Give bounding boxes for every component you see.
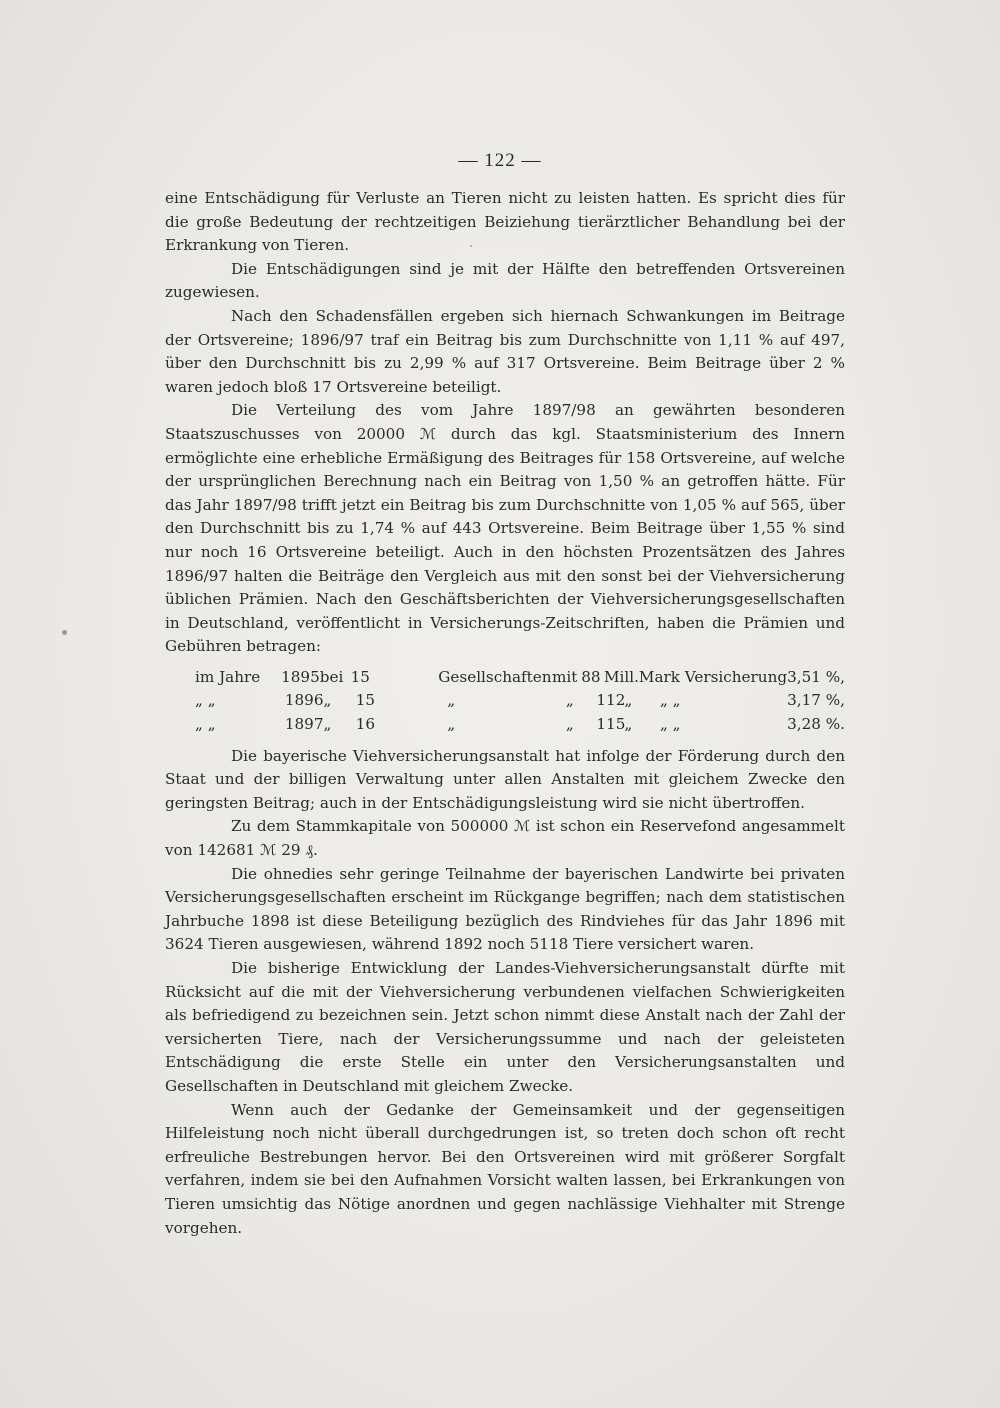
stat-year: 1897	[284, 715, 324, 734]
statistics-row	[165, 666, 845, 690]
stat-cell: „	[565, 691, 574, 710]
stat-percent: 3,51 %,	[787, 667, 846, 686]
stat-amount: 88	[581, 667, 601, 686]
stat-cell: „ „	[659, 691, 681, 710]
stat-amount: 115	[596, 715, 626, 734]
stat-year: 1895	[281, 667, 320, 686]
stat-cell: „	[565, 715, 574, 734]
stat-count: 15	[350, 667, 370, 686]
statistics-row	[165, 689, 845, 713]
paragraph: Nach den Schadensfällen ergeben sich hiernach Schwankungen im Beitrage der Ortsvereine; 1896/97 traf ein Beitrag bis zum Durchschnitte von 1,11 % auf 497, über den Durchschnitt bis zu 2,99 % auf 317 Ortsvereine. Beim Beitrage über 2 % waren jedoch bloß 17 Ortsvereine beteiligt.	[165, 306, 845, 396]
paragraph: Die Entschädigungen sind je mit der Hälfte den betreffenden Ortsvereinen zugewiesen.	[165, 259, 845, 302]
stat-cell: „	[323, 691, 332, 710]
paragraph: eine Entschädigung für Verluste an Tieren nicht zu leisten hatten. Es spricht dies für die große Bedeutung der rechtzeitigen Beiziehung tierärztlicher Behandlung bei der Erkrankung von Tieren.	[165, 189, 845, 255]
stat-cell: „ „	[195, 691, 216, 710]
paragraph: Die Verteilung des vom Jahre 1897/98 an gewährten besonderen Staatszuschusses von 20000 ℳ durch das kgl. Staatsministerium des Innern ermöglichte eine erhebliche Ermäßigung des Beitrages für 158 Ortsvereine, auf welche der ursprünglichen Berechnung nach ein Beitrag von 1,50 % an getroffen hätte. Für das Jahr 1897/98 trifft jetzt ein Beitrag bis zum Durchschnitte von 1,05 % auf 565, über den Durchschnitt bis zu 1,74 % auf 443 Ortsvereine. Beim Beitrage über 1,55 % sind nur noch 16 Ortsvereine beteiligt. Auch in den höchsten Prozentsätzen des Jahres 1896/97 halten die Beiträge den Vergleich aus mit den sonst bei der Viehversicherung üblichen Prämien. Nach den Geschäftsberichten der Viehversicherungsgesellschaften in Deutschland, veröffentlicht in Versicherungs-Zeitschriften, haben die Prämien und Gebühren betragen:	[165, 401, 845, 656]
paragraph: Die bisherige Entwicklung der Landes-Viehversicherungsanstalt dürfte mit Rücksicht auf die mit der Viehversicherung verbundenen vielfachen Schwierigkeiten als befriedigend zu bezeichnen sein. Jetzt schon nimmt diese Anstalt nach der Zahl der versicherten Tiere, nach der Versicherungssumme und nach der geleisteten Entschädigung die erste Stelle ein unter den Versicherungsanstalten und Gesellschaften in Deutschland mit gleichem Zwecke.	[165, 959, 845, 1095]
paragraph: Zu dem Stammkapitale von 500000 ℳ ist schon ein Reservefond angesammelt von 142681 ℳ 29 ₰.	[165, 817, 845, 860]
stat-cell: „	[447, 691, 456, 710]
page-number: — 122 —	[458, 150, 542, 171]
stat-year: 1896	[284, 691, 324, 710]
stat-cell: bei	[319, 667, 344, 686]
stat-cell: „	[624, 715, 633, 734]
paragraph: Die ohnedies sehr geringe Teilnahme der bayerischen Landwirte bei privaten Versicherungsgesellschaften erscheint im Rückgange begriffen; nach dem statistischen Jahrbuche 1898 ist diese Beteiligung bezüglich des Rindviehes für das Jahr 1896 mit 3624 Tieren ausgewiesen, während 1892 noch 5118 Tiere versichert waren.	[165, 864, 845, 954]
stat-cell: „	[447, 715, 456, 734]
paragraph: Die bayerische Viehversicherungsanstalt hat infolge der Förderung durch den Staat und der billigen Verwaltung unter allen Anstalten mit gleichem Zwecke den geringsten Beitrag; auch in der Entschädigungsleistung wird sie nicht übertroffen.	[165, 746, 845, 812]
stat-cell: „ „	[195, 715, 216, 734]
premium-statistics-table	[165, 666, 845, 737]
stat-cell: im Jahre	[195, 667, 261, 686]
stat-cell: mit	[551, 667, 578, 686]
stat-percent: 3,28 %.	[787, 715, 845, 734]
stat-cell: „	[323, 715, 332, 734]
stat-percent: 3,17 %,	[787, 691, 845, 710]
stat-cell: Gesellschaften	[438, 667, 552, 686]
paragraph: Wenn auch der Gedanke der Gemeinsamkeit und der gegenseitigen Hilfeleistung noch nicht überall durchgedrungen ist, so treten doch schon oft recht erfreuliche Bestrebungen hervor. Bei den Ortsvereinen wird mit größerer Sorgfalt verfahren, indem sie bei den Aufnahmen Vorsicht walten lassen, bei Erkrankungen von Tieren umsichtig das Nötige anordnen und gegen nachlässige Viehhalter mit Strenge vorgehen.	[165, 1100, 845, 1237]
margin-dot	[62, 630, 67, 635]
statistics-row	[165, 713, 845, 737]
stat-cell: „ „	[659, 715, 681, 734]
body-text	[165, 187, 845, 1240]
stat-count: 16	[355, 715, 376, 734]
stat-cell: „	[624, 691, 633, 710]
stat-count: 15	[355, 691, 376, 710]
stat-cell: Mark Versicherung	[638, 667, 788, 686]
stat-amount: 112	[596, 691, 626, 710]
stat-cell: Mill.	[603, 667, 639, 686]
